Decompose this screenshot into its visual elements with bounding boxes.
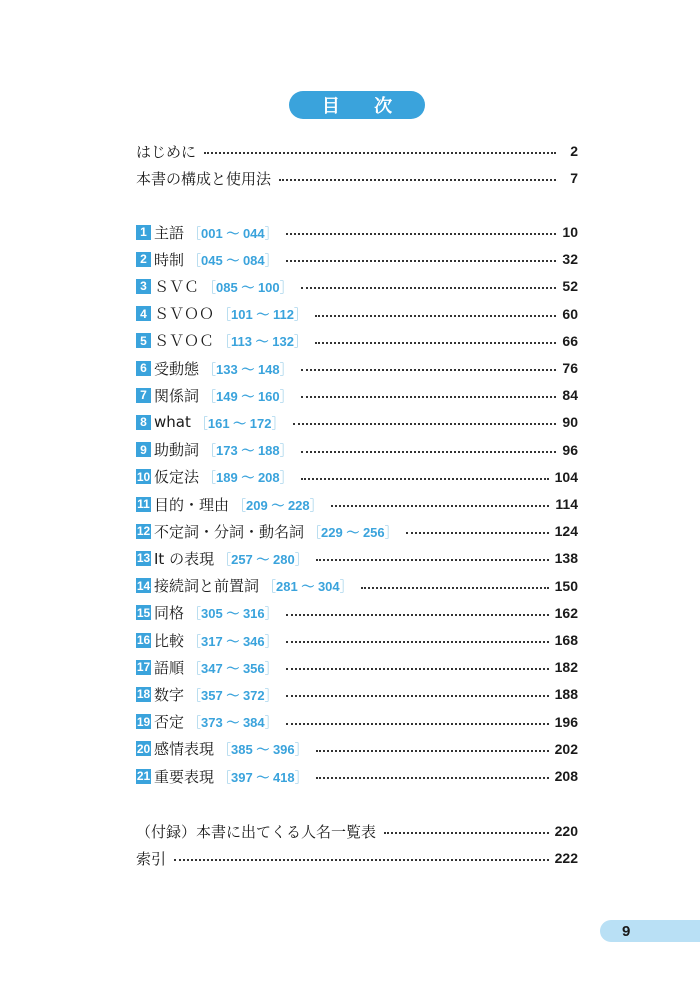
dot-leader — [315, 315, 556, 317]
entry-label: 不定詞・分詞・動名詞 — [154, 522, 305, 541]
toc-entry-chapter — [136, 765, 578, 787]
entry-label: 否定 — [154, 713, 185, 732]
entry-label: 時制 — [154, 250, 185, 269]
entry-label: 受動態 — [154, 359, 200, 378]
chapter-number-badge: 1 — [136, 225, 151, 240]
entry-label: 仮定法 — [154, 468, 200, 487]
entry-label: 主語 — [154, 223, 185, 242]
chapter-number-badge: 14 — [136, 578, 151, 593]
entry-range-text: 161 ～ 172 — [207, 415, 272, 431]
entry-label: 同格 — [154, 604, 185, 623]
entry-page: 90 — [562, 414, 578, 431]
dot-leader — [384, 832, 549, 834]
entry-range: ［149 ～ 160］ — [203, 388, 293, 404]
entry-label: 数字 — [154, 685, 185, 704]
entry-label: はじめに — [136, 142, 197, 161]
entry-range: ［347 ～ 356］ — [188, 660, 278, 676]
toc-entry-chapter — [136, 384, 578, 406]
dot-leader — [301, 451, 556, 453]
entry-label: what — [154, 413, 191, 432]
toc-entry-chapter — [136, 656, 578, 678]
entry-range: ［133 ～ 148］ — [203, 361, 293, 377]
entry-label: 語順 — [154, 658, 185, 677]
chapter-number-badge: 15 — [136, 605, 151, 620]
toc-entry-intro — [136, 167, 578, 189]
dot-leader — [286, 260, 556, 262]
entry-label: （付録）本書に出てくる人名一覧表 — [136, 822, 377, 841]
entry-label: 重要表現 — [154, 767, 215, 786]
entry-range: ［085 ～ 100］ — [203, 279, 293, 295]
entry-range-text: 149 ～ 160 — [216, 388, 280, 404]
entry-range-text: 229 ～ 256 — [321, 524, 385, 540]
entry-range: ［305 ～ 316］ — [188, 606, 278, 622]
entry-range-text: 257 ～ 280 — [231, 551, 295, 567]
entry-range: ［357 ～ 372］ — [188, 687, 278, 703]
dot-leader — [301, 369, 556, 371]
entry-range-text: 397 ～ 418 — [231, 769, 295, 785]
toc-entry-chapter — [136, 629, 578, 651]
toc-entry-chapter — [136, 357, 578, 379]
chapter-number-badge: 10 — [136, 469, 151, 484]
entry-label: 関係詞 — [154, 386, 200, 405]
toc-entry-chapter — [136, 602, 578, 624]
chapter-number-badge: 18 — [136, 687, 151, 702]
entry-page: 188 — [554, 686, 578, 703]
entry-range-text: 347 ～ 356 — [201, 660, 265, 676]
toc-entry-chapter — [136, 466, 578, 488]
entry-page: 96 — [562, 441, 578, 458]
entry-range-text: 001 ～ 044 — [201, 225, 265, 241]
entry-range-text: 373 ～ 384 — [201, 715, 265, 731]
entry-page: 168 — [554, 632, 578, 648]
entry-label: 助動詞 — [154, 441, 200, 460]
entry-page: 220 — [554, 823, 578, 839]
toc-entry-intro — [136, 140, 578, 162]
chapter-number-badge: 5 — [136, 333, 151, 348]
dot-leader — [361, 587, 549, 589]
toc-entry-chapter — [136, 221, 578, 243]
chapter-number-badge: 11 — [137, 497, 150, 511]
entry-range: ［101 ～ 112］ — [218, 307, 307, 323]
dot-leader — [301, 287, 556, 289]
dot-leader — [301, 478, 549, 480]
dot-leader — [286, 695, 549, 697]
entry-range: ［281 ～ 304］ — [263, 579, 353, 595]
entry-label: ＳＶＯＣ — [154, 332, 215, 351]
entry-range-text: 209 ～ 228 — [246, 497, 310, 513]
entry-range-text: 173 ～ 188 — [216, 443, 280, 459]
entry-range-text: 133 ～ 148 — [216, 361, 280, 377]
chapter-number-badge: 13 — [136, 551, 151, 566]
entry-page: 66 — [562, 332, 578, 349]
entry-page: 124 — [554, 523, 578, 540]
toc-entry-chapter — [136, 711, 578, 733]
page-number: 9 — [622, 922, 631, 940]
entry-label: 目的・理由 — [154, 495, 230, 514]
entry-label: ＳＶＣ — [154, 277, 200, 296]
entry-label: 比較 — [154, 631, 185, 650]
entry-range: ［001 ～ 044］ — [188, 225, 278, 241]
entry-range-text: 317 ～ 346 — [201, 633, 265, 649]
toc-entry-chapter — [136, 683, 578, 705]
chapter-number-badge: 8 — [136, 415, 151, 430]
entry-page: 208 — [554, 768, 578, 784]
toc-entry-chapter — [136, 439, 578, 461]
dot-leader — [279, 179, 556, 181]
chapter-number-badge: 7 — [136, 388, 151, 403]
dot-leader — [406, 532, 549, 534]
entry-range-text: 281 ～ 304 — [276, 579, 340, 595]
entry-range: ［045 ～ 084］ — [188, 252, 278, 268]
entry-range: ［397 ～ 418］ — [218, 769, 308, 785]
chapter-number-badge: 19 — [136, 714, 151, 729]
toc-entry-chapter — [136, 303, 578, 325]
entry-range: ［373 ～ 384］ — [188, 715, 278, 731]
entry-range-text: 189 ～ 208 — [216, 470, 280, 486]
dot-leader — [174, 859, 549, 861]
toc-entry-chapter — [136, 248, 578, 270]
dot-leader — [316, 559, 549, 561]
entry-range-text: 385 ～ 396 — [231, 742, 295, 758]
entry-page: 222 — [554, 850, 578, 866]
toc-entry-chapter — [136, 547, 578, 569]
entry-range: ［229 ～ 256］ — [308, 524, 398, 540]
chapter-number-badge: 4 — [136, 306, 151, 321]
dot-leader — [286, 641, 549, 643]
entry-label: ＳＶＯＯ — [154, 305, 215, 324]
toc-entry-chapter — [136, 520, 578, 542]
dot-leader — [293, 423, 557, 425]
entry-page: 162 — [554, 604, 578, 621]
entry-label: It の表現 — [154, 549, 215, 568]
entry-page: 76 — [562, 360, 578, 376]
entry-page: 104 — [554, 468, 578, 485]
chapter-number-badge: 2 — [136, 252, 151, 267]
dot-leader — [316, 750, 549, 752]
dot-leader — [286, 668, 549, 670]
entry-label: 本書の構成と使用法 — [136, 169, 272, 188]
chapter-number-badge: 6 — [136, 361, 151, 376]
entry-range-text: 085 ～ 100 — [216, 279, 280, 295]
entry-page: 10 — [562, 224, 578, 240]
toc-entry-chapter — [136, 330, 578, 352]
toc-entry-chapter — [136, 493, 578, 515]
dot-leader — [286, 233, 556, 235]
entry-range: ［113 ～ 132］ — [218, 334, 307, 350]
toc-entry-chapter — [136, 738, 578, 760]
entry-range-text: 101 ～ 112 — [231, 307, 294, 323]
entry-page: 84 — [562, 387, 578, 404]
entry-page: 114 — [555, 496, 578, 512]
entry-page: 182 — [554, 659, 578, 676]
entry-page: 60 — [562, 305, 578, 322]
dot-leader — [286, 723, 549, 725]
toc-entry-chapter — [136, 575, 578, 597]
entry-range: ［161 ～ 172］ — [194, 415, 285, 431]
entry-range: ［385 ～ 396］ — [218, 742, 308, 758]
entry-page: 202 — [554, 740, 578, 757]
chapter-number-badge: 9 — [136, 442, 151, 457]
entry-label: 接続詞と前置詞 — [154, 577, 260, 596]
entry-range: ［317 ～ 346］ — [188, 633, 278, 649]
dot-leader — [204, 152, 556, 154]
toc-title: 目 次 — [289, 91, 425, 119]
toc-entry-appendix — [136, 820, 578, 842]
chapter-number-badge: 20 — [136, 741, 151, 756]
dot-leader — [331, 505, 550, 507]
entry-range: ［189 ～ 208］ — [203, 470, 293, 486]
toc-entry-chapter — [136, 411, 578, 433]
dot-leader — [315, 342, 556, 344]
entry-range-text: 113 ～ 132 — [231, 334, 294, 350]
entry-page: 2 — [570, 143, 578, 159]
entry-page: 52 — [562, 278, 578, 295]
entry-page: 196 — [554, 713, 578, 730]
chapter-number-badge: 16 — [136, 633, 151, 647]
entry-range-text: 045 ～ 084 — [201, 252, 265, 268]
chapter-number-badge: 21 — [136, 769, 151, 783]
entry-range-text: 357 ～ 372 — [201, 687, 265, 703]
page-number-tab — [600, 920, 700, 942]
toc-entry-chapter — [136, 275, 578, 297]
entry-page: 32 — [562, 251, 578, 268]
entry-range-text: 305 ～ 316 — [201, 606, 265, 622]
chapter-number-badge: 3 — [136, 279, 151, 294]
dot-leader — [316, 777, 549, 779]
dot-leader — [301, 396, 556, 398]
entry-page: 150 — [554, 577, 578, 594]
entry-range: ［209 ～ 228］ — [233, 497, 323, 513]
entry-page: 138 — [554, 550, 578, 567]
entry-label: 感情表現 — [154, 740, 215, 759]
chapter-number-badge: 17 — [136, 660, 151, 675]
entry-range: ［173 ～ 188］ — [203, 443, 293, 459]
entry-page: 7 — [570, 170, 578, 186]
entry-range: ［257 ～ 280］ — [218, 551, 308, 567]
toc-entry-appendix — [136, 847, 578, 869]
chapter-number-badge: 12 — [136, 524, 151, 539]
entry-label: 索引 — [136, 849, 167, 868]
dot-leader — [286, 614, 549, 616]
